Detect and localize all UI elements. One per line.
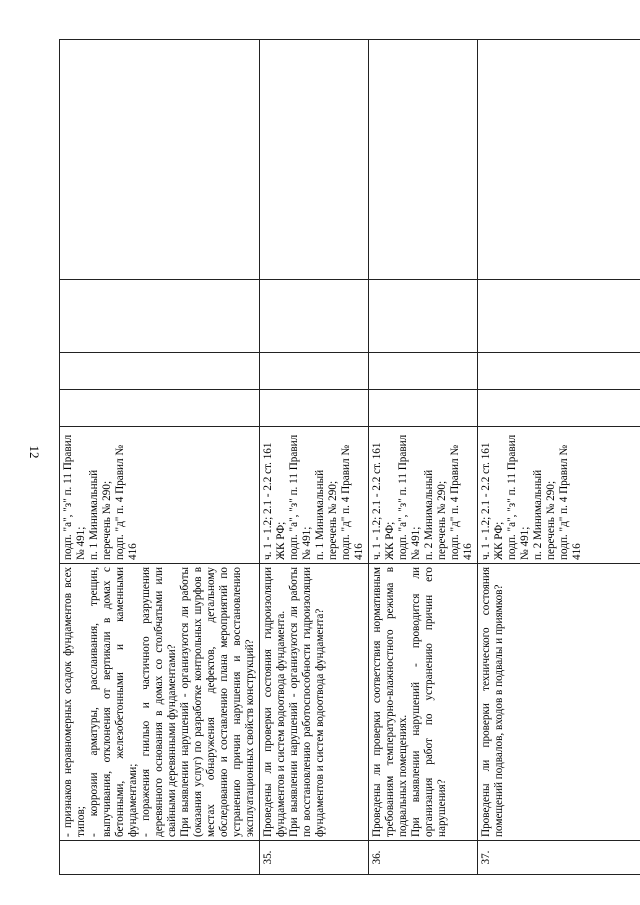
answer-cell-na: [369, 280, 478, 353]
question-line: При выявлении нарушений - проводится ли организация работ по устранению причин его нарушения?: [410, 567, 448, 837]
question-line: - признаков неравномерных осадок фундаментов всех типов;: [62, 567, 87, 837]
answer-cell-yes: [369, 390, 478, 427]
table-row: [60, 40, 260, 875]
reference-line: подп. "а", "з" п. 11 Правил № 491;: [288, 434, 313, 560]
question-line: - поражения гнилью и частичного разрушения деревянного основания в домах со столбчатыми или свайными деревянными фундаментами?: [140, 567, 178, 837]
reference-line: ч. 1 - 1.2; 2.1 - 2.2 ст. 161 ЖК РФ;: [262, 442, 287, 560]
checklist-table: [59, 39, 640, 875]
question-line: Проведены ли проверки соответствия нормативным требованиям температурно-влажностного режима в подвальных помещениях.: [371, 567, 409, 837]
answer-cell-na: [478, 280, 640, 353]
answer-cell-yes: [60, 390, 260, 427]
reference-cell: [60, 427, 260, 564]
reference-line: подп. "д" п. 4 Правил № 416: [114, 444, 139, 560]
page-number: 12: [27, 445, 42, 459]
answer-cell-na: [60, 280, 260, 353]
answer-cell-na: [260, 280, 369, 353]
answer-cell-no: [60, 353, 260, 390]
notes-cell: [478, 40, 640, 280]
question-line: Проведены ли проверки технического состояния помещений подвалов, входов в подвалы и приямков?: [480, 567, 505, 837]
notes-cell: [260, 40, 369, 280]
table-row: [369, 40, 478, 875]
answer-cell-yes: [478, 390, 640, 427]
reference-cell: [478, 427, 640, 564]
reference-line: п. 1 Минимальный перечень № 290;: [88, 469, 113, 560]
reference-line: п. 1 Минимальный перечень № 290;: [314, 469, 339, 560]
notes-cell: [369, 40, 478, 280]
question-line: При выявлении нарушений - организуются ли работы по восстановлению работоспособности гидроизоляции фундаментов и систем водоотвода фундамента?: [288, 567, 326, 837]
reference-line: подп. "а", "з" п. 11 Правил № 491;: [506, 434, 531, 560]
question-line: - коррозии арматуры, расслаивания, трещин, выпучивания, отклонения от вертикали в домах с бетонными, железобетонными и каменными фундаментами;: [88, 567, 139, 837]
notes-cell: [60, 40, 260, 280]
reference-line: подп. "д" п. 4 Правил № 416: [558, 444, 583, 560]
answer-cell-yes: [260, 390, 369, 427]
table-row: [260, 40, 369, 875]
reference-line: подп. "д" п. 4 Правил № 416: [449, 444, 474, 560]
question-cell: [60, 564, 260, 841]
answer-cell-no: [369, 353, 478, 390]
checklist-table-rotated: [59, 40, 605, 875]
reference-line: ч. 1 - 1.2; 2.1 - 2.2 ст. 161 ЖК РФ;: [480, 442, 505, 560]
answer-cell-no: [260, 353, 369, 390]
table-row: [478, 40, 640, 875]
row-number: 35.: [260, 841, 369, 875]
reference-line: подп. "а", "з" п. 11 Правил № 491;: [62, 434, 87, 560]
question-line: При выявлении нарушений - организуются ли работы (оказания услуг) по разработке контрольных шурфов в местах обнаружения дефектов, детальному обследованию и составлению плана мероприятий по устранению причин нарушения и восстановлению эксплуатационных свойств конструкций?: [179, 567, 256, 837]
answer-cell-no: [478, 353, 640, 390]
reference-line: п. 2 Минимальный перечень № 290;: [423, 469, 448, 560]
reference-cell: [260, 427, 369, 564]
row-number: 37.: [478, 841, 640, 875]
reference-line: подп. "а", "з" п. 11 Правил № 491;: [397, 434, 422, 560]
question-cell: [478, 564, 640, 841]
reference-line: подп. "д" п. 4 Правил № 416: [340, 444, 365, 560]
reference-line: ч. 1 - 1.2; 2.1 - 2.2 ст. 161 ЖК РФ;: [371, 442, 396, 560]
question-cell: [369, 564, 478, 841]
reference-line: п. 2 Минимальный перечень № 290;: [532, 469, 557, 560]
row-number: [60, 841, 260, 875]
question-cell: [260, 564, 369, 841]
question-line: Проведены ли проверки состояния гидроизоляции фундаментов и систем водоотвода фундамента.: [262, 567, 287, 837]
reference-cell: [369, 427, 478, 564]
row-number: 36.: [369, 841, 478, 875]
